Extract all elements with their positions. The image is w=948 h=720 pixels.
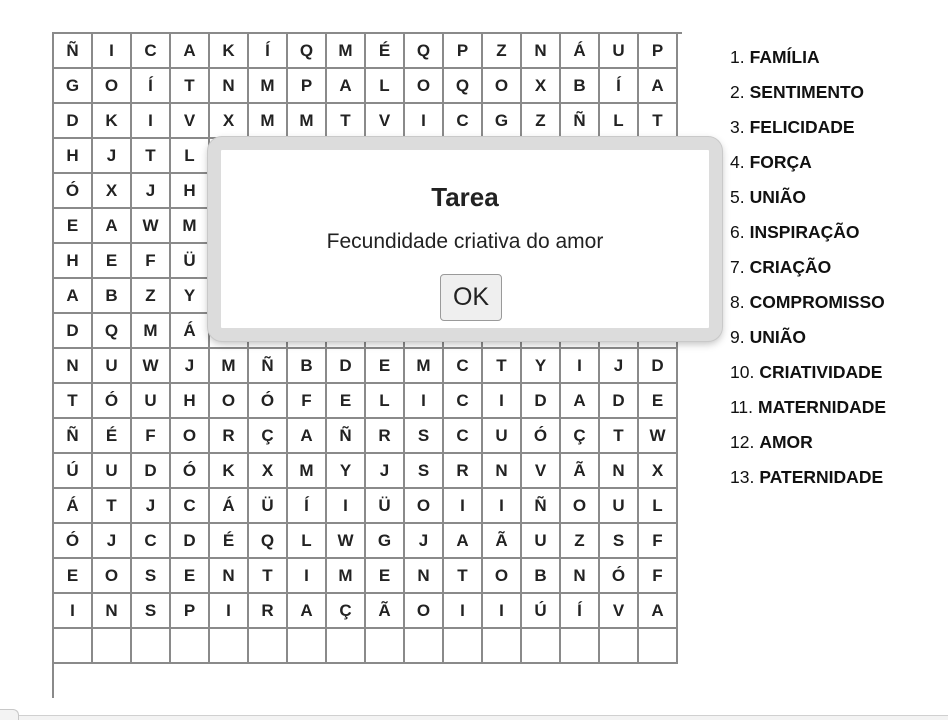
grid-cell[interactable]: A [93, 209, 132, 244]
word-number: 2. [730, 82, 745, 102]
word-number: 12. [730, 432, 755, 452]
grid-cell[interactable]: I [483, 489, 522, 524]
word-number: 6. [730, 222, 745, 242]
grid-cell[interactable]: X [522, 69, 561, 104]
grid-cell[interactable]: G [54, 69, 93, 104]
task-dialog [208, 137, 722, 341]
grid-cell[interactable]: É [366, 34, 405, 69]
grid-cell[interactable]: X [639, 454, 678, 489]
grid-cell[interactable]: É [210, 524, 249, 559]
grid-cell[interactable]: J [171, 349, 210, 384]
grid-cell[interactable]: H [171, 174, 210, 209]
grid-cell[interactable]: D [171, 524, 210, 559]
grid-cell[interactable]: B [288, 349, 327, 384]
grid-cell[interactable] [561, 629, 600, 664]
grid-cell[interactable]: Ó [522, 419, 561, 454]
grid-cell[interactable]: K [210, 454, 249, 489]
grid-cell[interactable]: L [288, 524, 327, 559]
grid-cell[interactable]: S [600, 524, 639, 559]
grid-cell[interactable]: O [405, 69, 444, 104]
word-text: FORÇA [749, 152, 812, 172]
grid-cell[interactable]: Á [171, 314, 210, 349]
grid-cell[interactable]: S [405, 454, 444, 489]
grid-cell[interactable]: D [132, 454, 171, 489]
grid-cell[interactable]: E [171, 559, 210, 594]
grid-cell[interactable]: M [171, 209, 210, 244]
grid-cell[interactable]: Ã [561, 454, 600, 489]
grid-cell[interactable]: E [93, 244, 132, 279]
grid-cell[interactable]: V [171, 104, 210, 139]
grid-cell[interactable]: E [54, 559, 93, 594]
grid-cell[interactable]: P [639, 34, 678, 69]
grid-cell[interactable]: N [600, 454, 639, 489]
grid-cell[interactable] [600, 629, 639, 664]
grid-cell[interactable]: Y [522, 349, 561, 384]
grid-cell[interactable]: S [132, 594, 171, 629]
grid-cell[interactable] [522, 629, 561, 664]
grid-cell[interactable]: T [600, 419, 639, 454]
grid-cell[interactable]: O [561, 489, 600, 524]
ok-button[interactable]: OK [440, 274, 502, 321]
grid-cell[interactable]: I [132, 104, 171, 139]
grid-cell[interactable]: A [639, 69, 678, 104]
grid-cell[interactable]: É [93, 419, 132, 454]
grid-cell[interactable]: I [288, 559, 327, 594]
word-text: MATERNIDADE [758, 397, 887, 417]
grid-cell[interactable]: Ç [561, 419, 600, 454]
grid-cell[interactable]: H [54, 139, 93, 174]
grid-cell[interactable]: S [405, 419, 444, 454]
grid-cell[interactable]: F [132, 419, 171, 454]
grid-cell[interactable]: G [366, 524, 405, 559]
word-list-item [730, 180, 886, 215]
grid-cell[interactable]: Ñ [54, 34, 93, 69]
grid-cell[interactable]: Z [561, 524, 600, 559]
grid-cell[interactable]: L [366, 69, 405, 104]
grid-cell[interactable] [366, 629, 405, 664]
grid-cell[interactable]: M [249, 104, 288, 139]
dialog-title: Tarea [431, 182, 499, 212]
word-list-item [730, 40, 886, 75]
grid-cell[interactable]: Ü [366, 489, 405, 524]
grid-cell[interactable]: K [210, 34, 249, 69]
grid-cell[interactable]: Q [288, 34, 327, 69]
grid-cell[interactable]: Á [210, 489, 249, 524]
grid-cell[interactable]: F [132, 244, 171, 279]
grid-cell[interactable]: D [522, 384, 561, 419]
grid-cell[interactable]: Ú [522, 594, 561, 629]
grid-cell[interactable]: Ñ [54, 419, 93, 454]
grid-cell[interactable]: Ó [249, 384, 288, 419]
grid-cell[interactable]: M [405, 349, 444, 384]
grid-cell[interactable]: Z [132, 279, 171, 314]
grid-cell[interactable]: X [93, 174, 132, 209]
grid-cell[interactable]: O [405, 594, 444, 629]
word-text: FELICIDADE [749, 117, 855, 137]
grid-cell[interactable] [639, 629, 678, 664]
grid-cell[interactable]: J [405, 524, 444, 559]
grid-cell[interactable]: A [561, 384, 600, 419]
bottom-scrollbar[interactable] [0, 715, 948, 720]
grid-cell[interactable]: M [288, 454, 327, 489]
grid-cell[interactable] [249, 629, 288, 664]
grid-cell[interactable]: O [93, 69, 132, 104]
word-number: 1. [730, 47, 745, 67]
grid-cell[interactable]: M [249, 69, 288, 104]
grid-cell[interactable]: T [327, 104, 366, 139]
grid-cell[interactable]: V [600, 594, 639, 629]
grid-cell[interactable]: A [171, 34, 210, 69]
grid-cell[interactable]: U [132, 384, 171, 419]
grid-cell[interactable]: Í [288, 489, 327, 524]
grid-cell[interactable]: G [483, 104, 522, 139]
grid-cell[interactable]: V [522, 454, 561, 489]
grid-cell[interactable]: M [210, 349, 249, 384]
grid-cell[interactable]: W [132, 209, 171, 244]
grid-cell[interactable]: Ó [54, 174, 93, 209]
word-number: 13. [730, 467, 755, 487]
grid-cell[interactable]: I [483, 594, 522, 629]
word-list-item [730, 460, 886, 495]
grid-cell[interactable]: U [93, 454, 132, 489]
grid-cell[interactable]: B [522, 559, 561, 594]
grid-cell[interactable]: F [639, 524, 678, 559]
grid-cell[interactable]: Q [405, 34, 444, 69]
grid-cell[interactable]: E [366, 559, 405, 594]
grid-cell[interactable] [483, 629, 522, 664]
word-number: 10. [730, 362, 755, 382]
grid-cell[interactable]: N [210, 69, 249, 104]
grid-cell[interactable]: F [288, 384, 327, 419]
grid-cell[interactable]: Á [561, 34, 600, 69]
grid-cell[interactable]: X [210, 104, 249, 139]
grid-cell[interactable]: Q [93, 314, 132, 349]
grid-cell[interactable]: O [93, 559, 132, 594]
grid-cell[interactable]: E [366, 349, 405, 384]
grid-cell[interactable]: J [132, 489, 171, 524]
grid-cell[interactable]: T [54, 384, 93, 419]
word-text: CRIATIVIDADE [759, 362, 883, 382]
grid-cell[interactable]: P [288, 69, 327, 104]
grid-cell[interactable]: Q [249, 524, 288, 559]
grid-cell[interactable]: J [93, 524, 132, 559]
letter-grid [52, 32, 682, 698]
grid-cell[interactable]: Ü [171, 244, 210, 279]
bottom-handle[interactable] [0, 709, 19, 720]
grid-cell[interactable]: R [444, 454, 483, 489]
grid-cell[interactable] [288, 629, 327, 664]
grid-cell[interactable]: R [366, 419, 405, 454]
grid-cell[interactable]: I [54, 594, 93, 629]
grid-cell[interactable] [132, 629, 171, 664]
grid-cell[interactable]: U [93, 349, 132, 384]
grid-cell[interactable] [405, 629, 444, 664]
grid-cell[interactable]: D [327, 349, 366, 384]
word-text: SENTIMENTO [749, 82, 865, 102]
grid-cell[interactable]: T [171, 69, 210, 104]
grid-cell[interactable]: C [444, 419, 483, 454]
grid-cell[interactable]: O [171, 419, 210, 454]
grid-cell[interactable]: Ñ [327, 419, 366, 454]
word-number: 5. [730, 187, 745, 207]
grid-cell[interactable]: D [54, 104, 93, 139]
grid-cell[interactable]: O [210, 384, 249, 419]
grid-cell[interactable]: L [639, 489, 678, 524]
word-text: PATERNIDADE [759, 467, 884, 487]
grid-cell[interactable]: I [444, 489, 483, 524]
grid-cell[interactable]: V [366, 104, 405, 139]
grid-cell[interactable]: I [444, 594, 483, 629]
grid-cell[interactable]: Ç [249, 419, 288, 454]
grid-cell[interactable]: K [93, 104, 132, 139]
grid-cell[interactable]: Ü [249, 489, 288, 524]
grid-cell[interactable]: M [288, 104, 327, 139]
grid-cell[interactable]: U [600, 489, 639, 524]
grid-cell[interactable]: L [600, 104, 639, 139]
grid-cell[interactable]: N [522, 34, 561, 69]
grid-cell[interactable]: C [444, 104, 483, 139]
grid-cell[interactable]: L [366, 384, 405, 419]
grid-cell[interactable]: Ó [600, 559, 639, 594]
grid-cell[interactable]: T [444, 559, 483, 594]
word-text: INSPIRAÇÃO [749, 222, 860, 242]
grid-cell[interactable]: H [54, 244, 93, 279]
grid-cell[interactable]: Ã [366, 594, 405, 629]
grid-cell[interactable]: M [327, 34, 366, 69]
grid-cell[interactable]: M [132, 314, 171, 349]
grid-cell[interactable] [327, 629, 366, 664]
grid-cell[interactable]: P [171, 594, 210, 629]
grid-cell[interactable]: Í [132, 69, 171, 104]
word-list-item [730, 250, 886, 285]
grid-cell[interactable]: N [561, 559, 600, 594]
grid-cell[interactable]: J [93, 139, 132, 174]
grid-cell[interactable]: W [132, 349, 171, 384]
grid-cell[interactable]: C [171, 489, 210, 524]
grid-cell[interactable]: Q [444, 69, 483, 104]
grid-cell[interactable]: O [405, 489, 444, 524]
grid-cell[interactable]: S [132, 559, 171, 594]
grid-cell[interactable]: U [600, 34, 639, 69]
grid-cell[interactable]: Ã [483, 524, 522, 559]
grid-cell[interactable]: N [483, 454, 522, 489]
grid-cell[interactable]: R [249, 594, 288, 629]
grid-cell[interactable]: T [639, 104, 678, 139]
grid-cell[interactable] [210, 629, 249, 664]
grid-cell[interactable]: I [93, 34, 132, 69]
grid-cell[interactable]: C [444, 384, 483, 419]
grid-cell[interactable]: C [444, 349, 483, 384]
word-text: COMPROMISSO [749, 292, 885, 312]
grid-cell[interactable]: U [522, 524, 561, 559]
word-list-item [730, 75, 886, 110]
grid-cell[interactable]: P [444, 34, 483, 69]
grid-cell[interactable]: T [483, 349, 522, 384]
grid-cell[interactable]: E [54, 209, 93, 244]
grid-cell[interactable]: O [483, 559, 522, 594]
grid-cell[interactable]: Ç [327, 594, 366, 629]
word-list-item [730, 285, 886, 320]
grid-cell[interactable]: I [405, 384, 444, 419]
grid-cell[interactable] [54, 629, 93, 664]
grid-cell[interactable]: A [54, 279, 93, 314]
grid-cell[interactable]: M [327, 559, 366, 594]
grid-cell[interactable]: I [483, 384, 522, 419]
grid-cell[interactable]: Z [522, 104, 561, 139]
grid-cell[interactable]: B [561, 69, 600, 104]
word-text: FAMÍLIA [749, 47, 820, 67]
word-text: UNIÃO [749, 327, 806, 347]
grid-cell[interactable]: A [639, 594, 678, 629]
grid-cell[interactable]: J [366, 454, 405, 489]
grid-cell[interactable]: C [132, 524, 171, 559]
grid-cell[interactable]: I [561, 349, 600, 384]
grid-cell[interactable]: D [639, 349, 678, 384]
grid-cell[interactable]: I [405, 104, 444, 139]
grid-cell[interactable]: N [405, 559, 444, 594]
grid-cell[interactable]: E [327, 384, 366, 419]
grid-cell[interactable]: B [93, 279, 132, 314]
word-list-item [730, 425, 886, 460]
word-number: 9. [730, 327, 745, 347]
grid-cell[interactable]: N [210, 559, 249, 594]
grid-cell[interactable]: N [54, 349, 93, 384]
word-list-item [730, 215, 886, 250]
grid-cell[interactable]: D [54, 314, 93, 349]
word-number: 11. [730, 397, 754, 417]
grid-cell[interactable]: Ú [54, 454, 93, 489]
grid-cell[interactable]: Ó [54, 524, 93, 559]
word-list-item [730, 145, 886, 180]
grid-cell[interactable]: Í [249, 34, 288, 69]
grid-cell[interactable]: Í [600, 69, 639, 104]
grid-cell[interactable]: R [210, 419, 249, 454]
word-number: 8. [730, 292, 745, 312]
word-number: 3. [730, 117, 745, 137]
grid-cell[interactable]: Á [54, 489, 93, 524]
grid-cell[interactable]: T [93, 489, 132, 524]
grid-cell[interactable]: W [327, 524, 366, 559]
grid-cell[interactable]: F [639, 559, 678, 594]
grid-cell[interactable]: O [483, 69, 522, 104]
grid-cell[interactable] [171, 629, 210, 664]
grid-cell[interactable]: Ñ [249, 349, 288, 384]
grid-cell[interactable]: Ñ [561, 104, 600, 139]
grid-cell[interactable]: E [639, 384, 678, 419]
grid-cell[interactable]: T [249, 559, 288, 594]
grid-cell[interactable]: Ó [93, 384, 132, 419]
grid-cell[interactable]: I [210, 594, 249, 629]
grid-cell[interactable]: D [600, 384, 639, 419]
word-list-item [730, 110, 886, 145]
grid-cell[interactable]: N [93, 594, 132, 629]
grid-cell[interactable] [93, 629, 132, 664]
grid-cell[interactable]: Ñ [522, 489, 561, 524]
grid-cell[interactable]: A [288, 419, 327, 454]
grid-cell[interactable]: Z [483, 34, 522, 69]
word-text: CRIAÇÃO [749, 257, 832, 277]
word-number: 7. [730, 257, 745, 277]
grid-cell[interactable]: A [327, 69, 366, 104]
grid-cell[interactable]: C [132, 34, 171, 69]
grid-cell[interactable]: A [444, 524, 483, 559]
word-text: AMOR [759, 432, 813, 452]
grid-cell[interactable]: A [288, 594, 327, 629]
word-number: 4. [730, 152, 745, 172]
grid-cell[interactable]: U [483, 419, 522, 454]
dialog-message: Fecundidade criativa do amor [326, 230, 604, 253]
word-list-item [730, 355, 886, 390]
grid-cell[interactable]: Í [561, 594, 600, 629]
word-list-item [730, 390, 886, 425]
grid-cell[interactable]: Y [327, 454, 366, 489]
grid-cell[interactable]: J [600, 349, 639, 384]
grid-cell[interactable] [444, 629, 483, 664]
word-list-item [730, 320, 886, 355]
word-list [730, 40, 886, 495]
grid-cell[interactable]: J [132, 174, 171, 209]
grid-cell[interactable]: Ó [171, 454, 210, 489]
grid-cell[interactable]: X [249, 454, 288, 489]
word-text: UNIÃO [749, 187, 806, 207]
grid-cell[interactable]: H [171, 384, 210, 419]
grid-cell[interactable]: Y [171, 279, 210, 314]
grid-cell[interactable]: I [327, 489, 366, 524]
grid-cell[interactable]: T [132, 139, 171, 174]
grid-cell[interactable]: L [171, 139, 210, 174]
grid-cell[interactable]: W [639, 419, 678, 454]
